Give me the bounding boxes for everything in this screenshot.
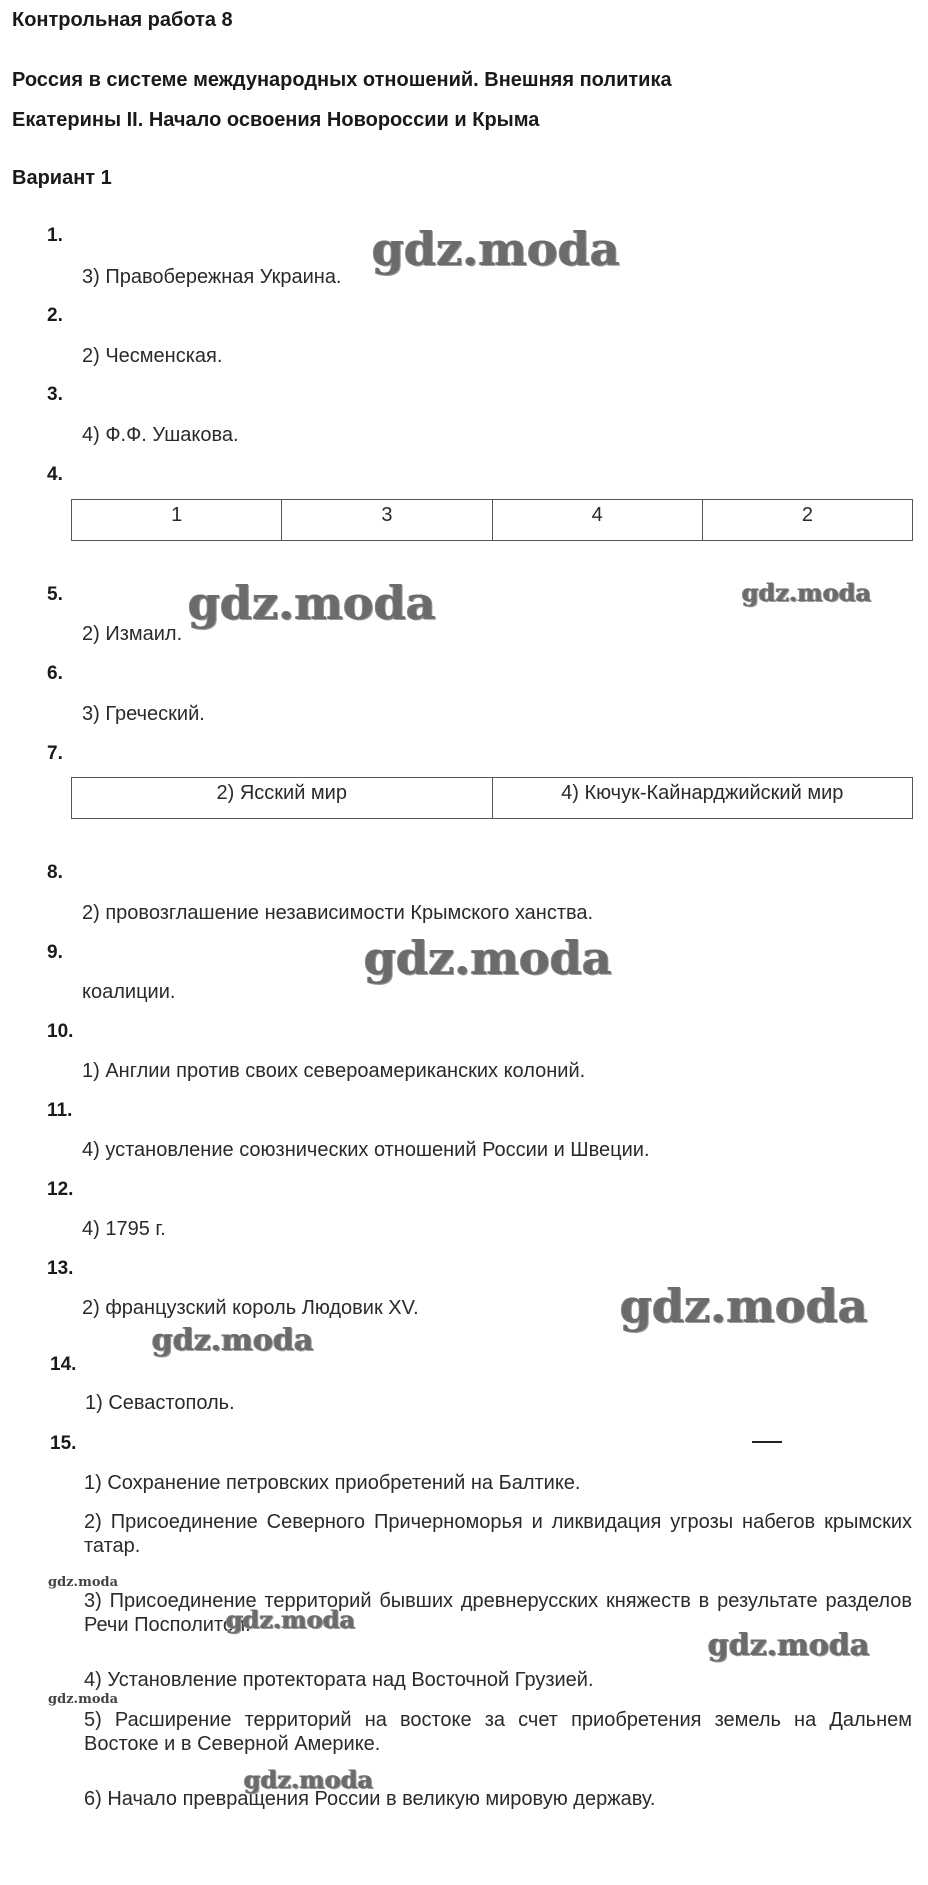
answer-3: 4) Ф.Ф. Ушакова. <box>82 424 239 446</box>
watermark: gdz.moda <box>620 1279 868 1333</box>
table-row <box>72 778 913 819</box>
answer-6: 3) Греческий. <box>82 703 205 725</box>
watermark: gdz.moda <box>48 1575 119 1590</box>
question-number-12: 12. <box>47 1179 74 1200</box>
question-number-5: 5. <box>47 584 63 605</box>
question-number-13: 13. <box>47 1258 74 1279</box>
table-row <box>72 500 913 541</box>
answer-15-item-6: 6) Начало превращения России в великую мировую державу. <box>84 1788 656 1810</box>
question-number-11: 11. <box>47 1100 73 1121</box>
question-number-3: 3. <box>47 384 63 405</box>
question-number-6: 6. <box>47 663 63 684</box>
question-number-9: 9. <box>47 942 63 963</box>
answer-11: 4) установление союзнических отношений России и Швеции. <box>82 1139 650 1161</box>
question-number-1: 1. <box>47 225 63 246</box>
answer-4-cell: 2 <box>702 500 912 541</box>
answer-12: 4) 1795 г. <box>82 1218 166 1240</box>
answer-15-item-3: 3) Присоединение территорий бывших древнерусских княжеств в результате разделов Речи Посполитой. <box>84 1590 912 1636</box>
question-number-7: 7. <box>47 743 63 764</box>
watermark: gdz.moda <box>244 1765 374 1794</box>
answer-7-cell: 4) Кючук-Кайнарджийский мир <box>492 778 913 819</box>
watermark: gdz.moda <box>364 931 612 985</box>
answer-7-table <box>71 777 913 819</box>
answer-2: 2) Чесменская. <box>82 345 223 367</box>
variant-heading: Вариант 1 <box>12 167 112 189</box>
topic-line-1: Россия в системе международных отношений. Внешняя политика <box>12 69 672 91</box>
answer-1: 3) Правобережная Украина. <box>82 266 342 288</box>
watermark: gdz.moda <box>226 1605 356 1634</box>
answer-4-cell: 3 <box>282 500 492 541</box>
answer-15-item-5: 5) Расширение территорий на востоке за счет приобретения земель на Дальнем Востоке и в Северной Америке. <box>84 1709 912 1755</box>
watermark: gdz.moda <box>708 1628 870 1663</box>
answer-4-cell: 4 <box>492 500 702 541</box>
answer-9: коалиции. <box>82 981 176 1003</box>
topic-line-2: Екатерины II. Начало освоения Новороссии и Крыма <box>12 109 540 131</box>
question-number-2: 2. <box>47 305 63 326</box>
answer-5: 2) Измаил. <box>82 623 183 645</box>
answer-4-cell: 1 <box>72 500 282 541</box>
work-title: Контрольная работа 8 <box>12 9 233 31</box>
watermark: gdz.moda <box>372 222 620 276</box>
answer-14: 1) Севастополь. <box>85 1392 235 1414</box>
answer-8: 2) провозглашение независимости Крымского ханства. <box>82 902 594 924</box>
question-number-10: 10. <box>47 1021 74 1042</box>
answer-13: 2) французский король Людовик XV. <box>82 1297 419 1319</box>
question-number-4: 4. <box>47 464 63 485</box>
answer-4-table <box>71 499 913 541</box>
watermark: gdz.moda <box>742 578 872 607</box>
watermark: gdz.moda <box>48 1692 119 1707</box>
pen-mark <box>752 1441 782 1443</box>
answer-15-item-1: 1) Сохранение петровских приобретений на Балтике. <box>84 1472 581 1494</box>
answer-15-item-2: 2) Присоединение Северного Причерноморья и ликвидация угрозы набегов крымских татар. <box>84 1511 912 1557</box>
answer-10: 1) Англии против своих североамериканских колоний. <box>82 1060 586 1082</box>
watermark: gdz.moda <box>188 576 436 630</box>
answer-15-item-4: 4) Установление протектората над Восточной Грузией. <box>84 1669 594 1691</box>
question-number-8: 8. <box>47 862 63 883</box>
answer-7-cell: 2) Ясский мир <box>72 778 493 819</box>
question-number-15: 15. <box>50 1433 77 1454</box>
watermark: gdz.moda <box>152 1323 314 1358</box>
question-number-14: 14. <box>50 1354 77 1375</box>
